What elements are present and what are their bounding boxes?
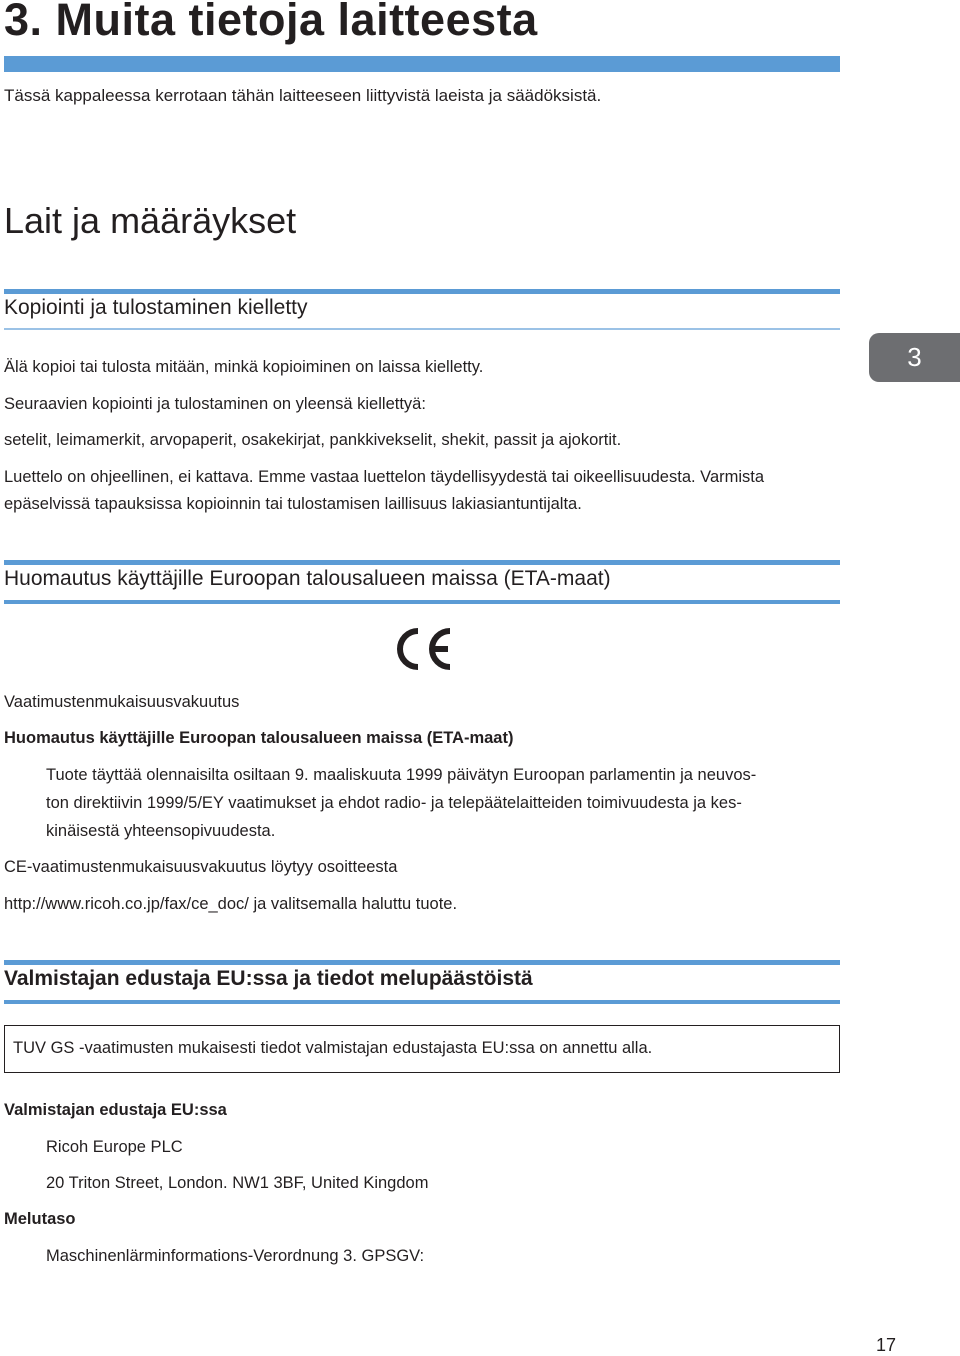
copying-paragraph-3: setelit, leimamerkit, arvopaperit, osakekirjat, pankkivekselit, shekit, passit ja ajokortit. <box>4 431 622 449</box>
copying-paragraph-1: Älä kopioi tai tulosta mitään, minkä kopioiminen on laissa kielletty. <box>4 358 484 376</box>
chapter-intro: Tässä kappaleessa kerrotaan tähän laitteeseen liittyvistä laeista ja säädöksistä. <box>4 86 602 105</box>
representative-address: 20 Triton Street, London. NW1 3BF, United Kingdom <box>46 1174 429 1192</box>
ce-mark-icon <box>392 627 454 671</box>
declaration-label: Vaatimustenmukaisuusvakuutus <box>4 693 240 711</box>
chapter-side-tab-label: 3 <box>907 342 922 372</box>
page-number: 17 <box>876 1335 897 1355</box>
representative-company: Ricoh Europe PLC <box>46 1138 183 1156</box>
representative-heading-bottombar <box>4 1000 840 1004</box>
eea-body-line-2: ton direktiivin 1999/5/EY vaatimukset ja ehdot radio- ja telepäätelaitteiden toimivuudesta ja kes- <box>46 794 742 812</box>
copying-paragraph-4-line-2: epäselvissä tapauksissa kopioinnin tai tulostamisen laillisuus lakiasiantuntijalta. <box>4 495 582 513</box>
chapter-side-tab <box>869 333 960 382</box>
noise-label: Melutaso <box>4 1210 76 1228</box>
eea-body-line-1: Tuote täyttää olennaisilta osiltaan 9. maaliskuuta 1999 päivätyn Euroopan parlamentin ja neuvos- <box>46 766 757 784</box>
copying-heading-bottombar <box>4 328 840 330</box>
eea-body-line-3: kinäisestä yhteensopivuudesta. <box>46 822 276 840</box>
eea-heading: Huomautus käyttäjille Euroopan talousalueen maissa (ETA-maat) <box>4 567 611 590</box>
noise-text: Maschinenlärminformations-Verordnung 3. GPSGV: <box>46 1247 425 1265</box>
ce-url-line: http://www.ricoh.co.jp/fax/ce_doc/ ja valitsemalla haluttu tuote. <box>4 895 458 913</box>
representative-heading: Valmistajan edustaja EU:ssa ja tiedot melupäästöistä <box>4 967 533 990</box>
copying-paragraph-2: Seuraavien kopiointi ja tulostaminen on yleensä kiellettyä: <box>4 395 426 413</box>
copying-heading: Kopiointi ja tulostaminen kielletty <box>4 296 308 319</box>
representative-heading-topbar <box>4 960 840 965</box>
chapter-title-underline <box>4 56 840 72</box>
section-title: Lait ja määräykset <box>4 200 297 241</box>
eea-heading-topbar <box>4 560 840 565</box>
copying-heading-topbar <box>4 289 840 294</box>
chapter-title: 3. Muita tietoja laitteesta <box>4 0 538 45</box>
representative-label: Valmistajan edustaja EU:ssa <box>4 1101 227 1119</box>
eea-subheading: Huomautus käyttäjille Euroopan talousalueen maissa (ETA-maat) <box>4 729 514 747</box>
representative-note-box <box>4 1025 840 1073</box>
eea-heading-bottombar <box>4 600 840 604</box>
representative-note-text: TUV GS -vaatimusten mukaisesti tiedot valmistajan edustajasta EU:ssa on annettu alla. <box>13 1039 653 1057</box>
copying-paragraph-4-line-1: Luettelo on ohjeellinen, ei kattava. Emme vastaa luettelon täydellisyydestä tai oikeellisuudesta. Varmista <box>4 468 765 486</box>
ce-declaration-line: CE-vaatimustenmukaisuusvakuutus löytyy osoitteesta <box>4 858 398 876</box>
